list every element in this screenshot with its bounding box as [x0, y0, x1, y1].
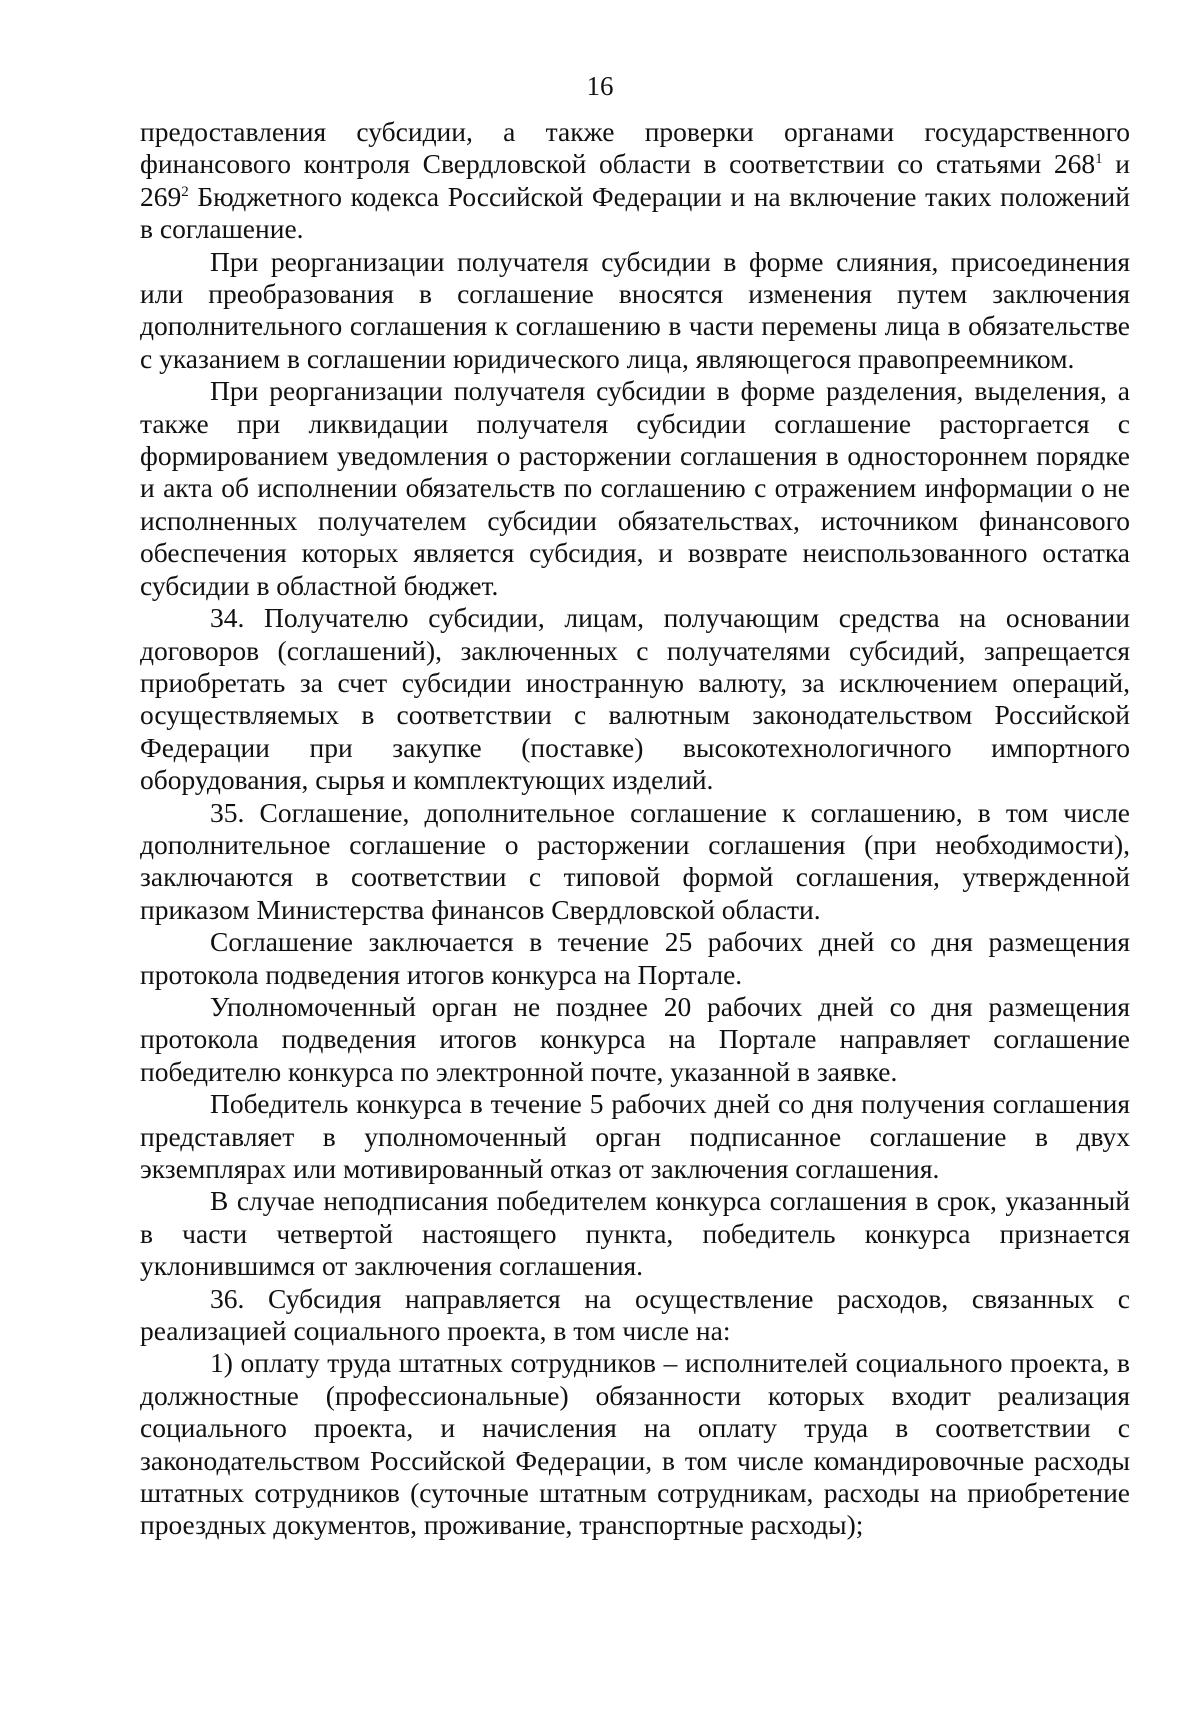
superscript-index: 1: [1095, 151, 1103, 168]
paragraph-agreement-refusal: В случае неподписания победителем конкурса соглашения в срок, указанный в части четвертой настоящего пункта, победитель конкурса признается уклонившимся от заключения соглашения.: [140, 1185, 1130, 1282]
paragraph-text: и 269: [140, 148, 1130, 212]
paragraph-text: Бюджетного кодекса Российской Федерации и на включение таких положений в соглашение.: [140, 180, 1130, 245]
paragraph-agreement-signing: Победитель конкурса в течение 5 рабочих дней со дня получения соглашения представляет в уполномоченный орган подписанное соглашение в двух экземплярах или мотивированный отказ от заключения соглашения.: [140, 1088, 1130, 1184]
paragraph-text: предоставления субсидии, а также проверки органами государственного финансового контроля Свердловской области в соответствии со статьями 268: [140, 116, 1130, 180]
paragraph-reorganization-merger: При реорганизации получателя субсидии в форме слияния, присоединения или преобразования в соглашение вносятся изменения путем заключения дополнительного соглашения к соглашению в части перемены лица в обязательстве с указанием в соглашении юридического лица, являющегося правопреемником.: [140, 245, 1130, 374]
paragraph-item-35: 35. Соглашение, дополнительное соглашение к соглашению, в том числе дополнительное соглашение о расторжении соглашения (при необходимости), заключаются в соответствии с типовой формой соглашения, утвержденной приказом Министерства финансов Свердловской области.: [140, 796, 1130, 925]
document-body: [140, 116, 1130, 1542]
paragraph-continuation: [140, 116, 1130, 246]
superscript-index: 2: [181, 183, 189, 200]
paragraph-subitem-1: 1) оплату труда штатных сотрудников – исполнителей социального проекта, в должностные (профессиональные) обязанности которых входит реализация социального проекта, и начисления на оплату труда в соответствии с законодательством Российской Федерации, в том числе командировочные расходы штатных сотрудников (суточные штатным сотрудникам, расходы на приобретение проездных документов, проживание, транспортные расходы);: [140, 1347, 1130, 1541]
page-number: 16: [586, 71, 614, 101]
paragraph-agreement-term: Соглашение заключается в течение 25 рабочих дней со дня размещения протокола подведения итогов конкурса на Портале.: [140, 926, 1130, 990]
paragraph-item-34: 34. Получателю субсидии, лицам, получающим средства на основании договоров (соглашений), заключенных с получателями субсидий, запрещается приобретать за счет субсидии иностранную валюту, за исключением операций, осуществляемых в соответствии с валютным законодательством Российской Федерации при закупке (поставке) высокотехнологичного импортного оборудования, сырья и комплектующих изделий.: [140, 602, 1130, 796]
paragraph-agreement-sending: Уполномоченный орган не позднее 20 рабочих дней со дня размещения протокола подведения итогов конкурса на Портале направляет соглашение победителю конкурса по электронной почте, указанной в заявке.: [140, 990, 1130, 1087]
paragraph-item-36: 36. Субсидия направляется на осуществление расходов, связанных с реализацией социального проекта, в том числе на:: [140, 1282, 1130, 1347]
paragraph-reorganization-division: При реорганизации получателя субсидии в форме разделения, выделения, а также при ликвидации получателя субсидии соглашение расторгается с формированием уведомления о расторжении соглашения в одностороннем порядке и акта об исполнении обязательств по соглашению с отражением информации о не исполненных получателем субсидии обязательствах, источником финансового обеспечения которых является субсидия, и возврате неиспользованного остатка субсидии в областной бюджет.: [140, 375, 1130, 601]
